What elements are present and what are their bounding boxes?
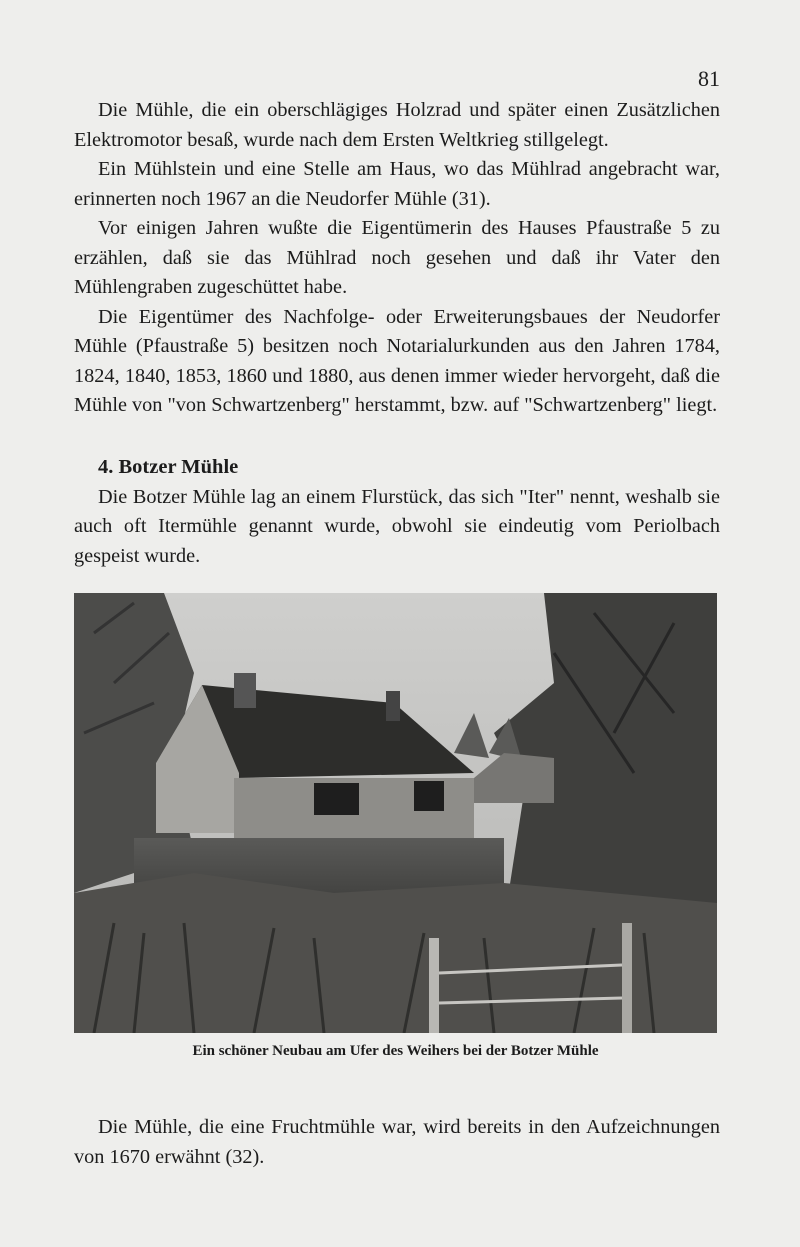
body-text-top — [74, 96, 720, 421]
mill-photo — [74, 593, 717, 1033]
mill-photo-illustration — [74, 593, 717, 1033]
page-number: 81 — [698, 66, 720, 91]
paragraph-botzer-intro: Die Botzer Mühle lag an einem Flurstück, das sich "Iter" nennt, weshalb sie auch oft Itermühle genannt wurde, obwohl sie eindeutig vom Periolbach gespeist wurde. — [74, 485, 720, 567]
section-botzer-muehle — [74, 453, 720, 571]
paragraph-mill-wheel: Die Mühle, die ein oberschlägiges Holzrad und später einen Zusätzlichen Elektromotor besaß, wurde nach dem Ersten Weltkrieg stillgelegt. — [74, 99, 720, 151]
paragraph-millstone: Ein Mühlstein und eine Stelle am Haus, wo das Mühlrad angebracht war, erinnerten noch 1967 an die Neudorfer Mühle (31). — [74, 158, 720, 210]
paragraph-notary-deeds: Die Eigentümer des Nachfolge- oder Erweiterungsbaues der Neudorfer Mühle (Pfaustraße 5) besitzen noch Notarialurkunden aus den Jahren 1784, 1824, 1840, 1853, 1860 und 1880, aus denen immer wieder hervorgeht, daß die Mühle von "von Schwartzenberg" herstammt, bzw. auf "Schwartzenberg" liegt. — [74, 305, 720, 416]
photo-caption: Ein schöner Neubau am Ufer des Weihers bei der Botzer Mühle — [192, 1043, 599, 1059]
section-heading: 4. Botzer Mühle — [98, 456, 239, 478]
paragraph-fruit-mill: Die Mühle, die eine Fruchtmühle war, wird bereits in den Aufzeichnungen von 1670 erwähnt (32). — [74, 1116, 720, 1168]
paragraph-owner: Vor einigen Jahren wußte die Eigentümerin des Hauses Pfaustraße 5 zu erzählen, daß sie das Mühlrad noch gesehen und daß ihr Vater den Mühlengraben zugeschüttet habe. — [74, 217, 720, 298]
body-text-bottom — [74, 1113, 720, 1172]
